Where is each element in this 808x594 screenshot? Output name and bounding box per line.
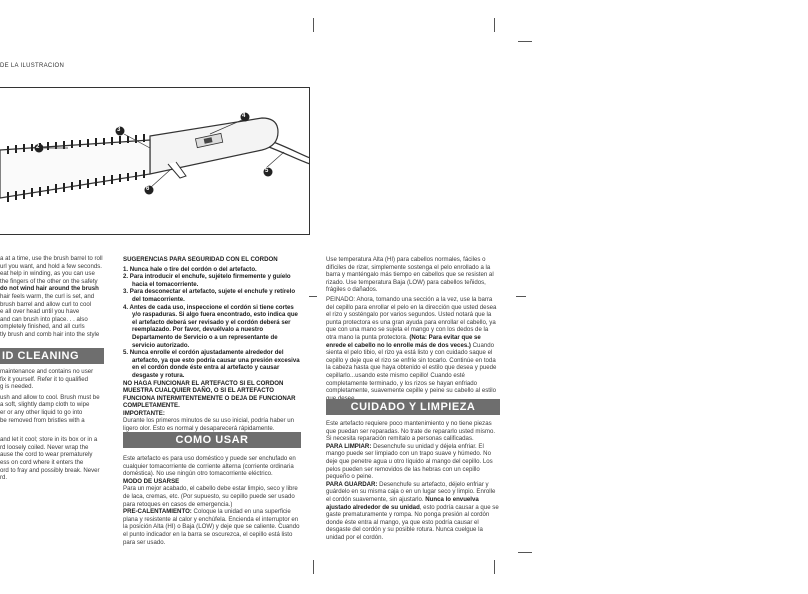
right-column	[326, 256, 500, 402]
clean-label: PARA LIMPIAR:	[326, 442, 372, 450]
section-heading-cleaning: ID CLEANING	[0, 348, 104, 364]
text-line: a at a time, use the brush barrel to roll	[0, 255, 103, 262]
care-intro: Este artefacto requiere poco mantenimiento y no tiene piezas que puedan ser reparadas. No trate de repararlo usted mismo. Si necesita reparación remítalo a personas calificadas.	[326, 420, 496, 443]
text-line: g is needed.	[0, 383, 34, 391]
safety-item: 1. Nunca hale o tire del cordón o del artefacto.	[123, 265, 257, 273]
text-line: rd.	[0, 474, 8, 482]
callout-number: 6	[146, 186, 150, 192]
text-line: do not wind hair around the brush	[0, 285, 99, 293]
text-line: hair feels warm, the curl is set, and	[0, 292, 95, 300]
text-line: the fingers of the other on the safety	[0, 277, 98, 285]
section-heading-cuidado: CUIDADO Y LIMPIEZA	[326, 399, 500, 415]
intro-text: Este artefacto es para uso doméstico y puede ser enchufado en cualquier tomacorriente de corriente alterna (corriente ordinaria doméstica). No use ningún otro tomacorriente eléctrico.	[123, 455, 296, 478]
text-line: fix it yourself. Refer it to qualified	[0, 375, 89, 383]
callout-number: 3	[117, 127, 121, 133]
crop-mark	[313, 560, 314, 574]
comb-text-2: Cuando sienta el pelo tibio, el rizo ya está listo y con cuidado saque el cepillo y deje que el rizo se enfríe sin tocarlo. Continúe en toda la cabeza hasta que haya obtenido el estilo que desea y puede cepillarlo...usando este mismo cepillo! Cuando esté completamente terminado, y los rizos se hayan enfriado completamente, suavemente cepille y peine su cabello al estilo	[326, 341, 497, 395]
temp-text: Use temperatura Alta (HI) para cabellos normales, fáciles o difíciles de rizar, simplemente sostenga el pelo enrollado a la barra y manténgalo más tiempo en cabellos que se resisten al rizado. Use temperatura Baja (LOW) para cabellos teñidos, frágiles o dañados.	[326, 256, 494, 294]
text-line: tly brush and comb hair into the style	[0, 330, 100, 338]
safety-item: 3. Para desconectar el artefacto, sujete el enchufe y retírelo del tomacorriente.	[123, 288, 296, 303]
safety-title: SUGERENCIAS PARA SEGURIDAD CON EL CORDON	[123, 256, 278, 263]
store-text-2: , esto podría causar a que se gaste prematuramente y rompa. No ponga presión al cordón donde éste entra al mango, ya que esto podría causar el desgaste del cordón y su posible rotura. Nunca cuelgue la unidad por el cordón.	[326, 503, 499, 541]
safety-item: 4. Antes de cada uso, inspeccione el cordón si tiene cortes y/o raspaduras. Si algo fuera encontrado, esto indica que el artefacto deberá ser revisado y el cordón deberá ser reemplazado. Por favor, devuélvalo a nuestro Departamento de Servicio o a un representante de servicio autorizado.	[123, 303, 298, 349]
section-heading-como-usar: COMO USAR	[123, 432, 301, 448]
text-line: rd loosely coiled. Never wrap the	[0, 443, 89, 451]
text-line: maintenance and contains no user	[0, 368, 94, 375]
text-line: e all over head until you have	[0, 308, 80, 316]
mode-text: Para un mejor acabado, el cabello debe estar limpio, seco y libre de laca, cremas, etc. (Por supuesto, su cepillo puede ser usado para retoques en casos de emergencia.)	[123, 485, 298, 508]
illustration-caption: DE LA ILUSTRACION	[0, 63, 65, 69]
callout-number: 2	[36, 144, 40, 150]
text-line: ompletely finished, and all curls	[0, 323, 85, 331]
text-line: a soft, slightly damp cloth to wipe	[0, 401, 90, 409]
middle-column	[123, 256, 301, 433]
brush-barrel	[0, 140, 150, 198]
text-line: and can brush into place. . . also	[0, 315, 88, 323]
text-line: url you want, and hold a few seconds.	[0, 262, 102, 270]
comb-text: Ahora, tomando una sección a la vez, use la barra del cepillo para enrollar el pelo en la dirección que usted desea el rizo y sosténgalo por varios segundos. Usted notará que la punta protectora es una gran ayuda para enrollar el cabello, ya que con una mano se sujeta el mango y con los dedos de la otra mano la punta protectora.	[326, 295, 497, 341]
callout-number: 4	[242, 113, 246, 119]
store-bold: Nunca lo envuelva ajustado alrededor de su unidad	[326, 495, 479, 511]
store-text: Desenchufe su artefacto, déjelo enfriar y guárdelo en su misma caja o en un lugar seco y limpio. Enrolle el cordón suavemente, sin ajustarlo.	[326, 480, 496, 503]
crop-mark	[494, 560, 495, 574]
crop-mark	[518, 552, 532, 553]
crop-mark	[313, 18, 314, 32]
curling-brush-illustration	[0, 88, 310, 236]
comb-paragraph	[326, 296, 500, 402]
crop-mark	[309, 296, 317, 297]
callout-number: 5	[265, 168, 269, 174]
store-label: PARA GUARDAR:	[326, 480, 378, 488]
left-column-lower	[0, 368, 104, 482]
left-paragraph	[0, 255, 104, 339]
comb-note: (Nota: Para evitar que se enrede el cabello no lo enrolle más de dos veces.)	[326, 333, 481, 349]
text-line: be removed from bristles with a	[0, 416, 85, 424]
crop-mark	[494, 18, 495, 32]
text-line: er or any other liquid to go into	[0, 408, 83, 416]
comb-label: PEINADO:	[326, 295, 356, 303]
preheat-label: PRE-CALENTAMIENTO:	[123, 508, 192, 516]
middle-column-lower	[123, 455, 301, 546]
warning-text: NO HAGA FUNCIONAR EL ARTEFACTO SI EL CORDON MUESTRA CUALQUIER DAÑO, O SI EL ARTEFACTO FUNCIONA INTERMITENTEMENTE O DEJA DE FUNCIONAR COMPLETAMENTE.	[123, 379, 296, 410]
left-column	[0, 255, 104, 339]
clean-text: Desenchufe su unidad y déjela enfriar. El mango puede ser limpiado con un trapo suave y húmedo. No deje que penetre agua u otro líquido al mango del cepillo. Los pelos pueden ser removidos de las hebras con un cepillo pequeño o peine.	[326, 442, 493, 481]
preheat-paragraph	[123, 508, 301, 546]
right-column-lower	[326, 420, 500, 542]
crop-mark	[516, 296, 526, 297]
crop-mark	[518, 41, 532, 42]
text-line: ause the cord to wear prematurely	[0, 451, 93, 459]
important-text: Durante los primeros minutos de su uso inicial, podría haber un ligero olor. Esto es normal y desaparecerá rápidamente.	[123, 417, 295, 433]
important-label: IMPORTANTE:	[123, 409, 165, 417]
text-line: ord to fray and possibly break. Never	[0, 466, 100, 474]
text-line: eat help in winding, as you can use	[0, 270, 95, 278]
mode-title: MODO DE USARSE	[123, 477, 180, 485]
preheat-text: Coloque la unidad en una superficie plana y resistente al calor y enchúfela. Encienda el interruptor en la posición Alta (HI) o Baja (LOW) y deje que se caliente. Cuando el punto indicador en la barra se oscurezca, el cepillo está listo para ser usado.	[123, 508, 300, 546]
text-line: ess on cord where it enters the	[0, 458, 84, 466]
text-line: and let it cool; store in its box or in a	[0, 436, 98, 444]
clean-paragraph	[326, 443, 500, 481]
safety-item: 5. Nunca enrolle el cordón ajustadamente alrededor del artefacto, ya que esto podría causar una presión excesiva en el cordón donde éste entra al artefacto y causar desgaste y rotura.	[123, 349, 300, 379]
store-paragraph	[326, 481, 500, 542]
text-line: ush and allow to cool. Brush must be	[0, 393, 100, 401]
illustration-panel	[0, 87, 310, 235]
text-line: brush barrel and allow curl to cool	[0, 300, 92, 308]
safety-item: 2. Para introducir el enchufe, sujételo firmemente y guíelo hacia el tomacorriente.	[123, 273, 291, 288]
